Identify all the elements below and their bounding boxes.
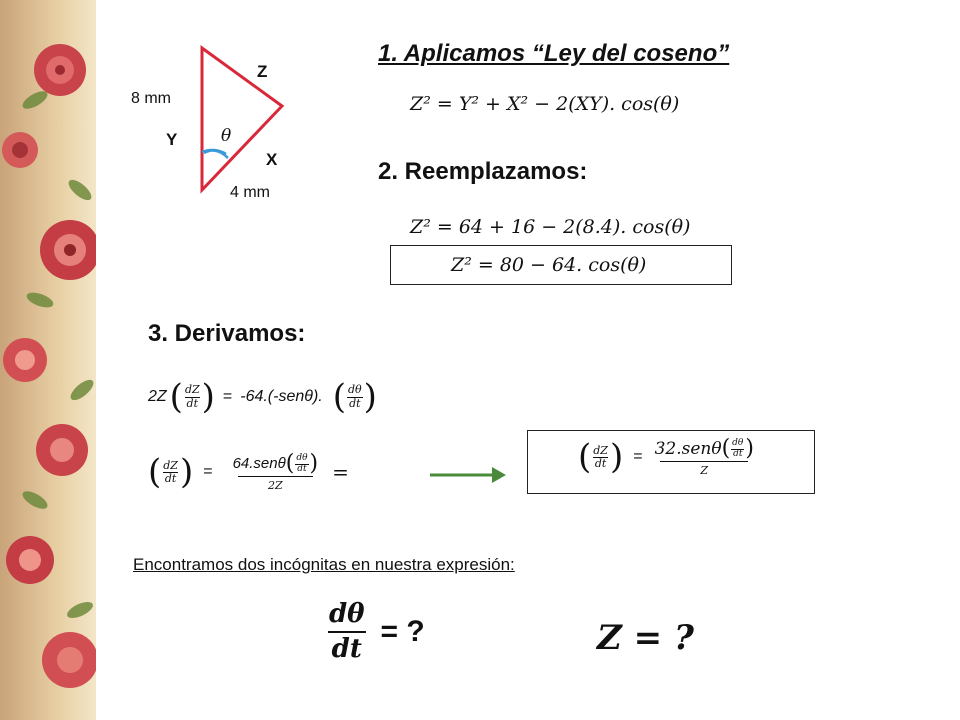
lhs-2z: 2Z [148,388,167,405]
dtheta-dt-fraction: $\frac{d\theta}{dt}$ [347,383,362,410]
equals-sign-math: = [332,460,349,485]
triangle-label-x: X [266,150,278,169]
step3-title: 3. Derivamos: [148,320,306,347]
dtheta-dt-unknown: $\frac{d\theta}{dt}$ = ? [329,599,425,664]
equals-sign: = [222,388,233,405]
equals-sign: = [203,463,213,481]
step1-formula: Z² = Y² + X² − 2(XY). cos(θ) [410,93,680,115]
derivative-equation: 2Z ( $\frac{dZ}{dt}$ ) = -64.(-senθ). ( $\frac{d\theta}{dt}$ ) [148,377,377,417]
triangle-diagram [190,40,300,200]
solved-fraction: 64.senθ ( $\frac{d\theta}{dt}$ ) 2Z [232,451,319,493]
step2-line2: Z² = 80 − 64. cos(θ) [451,254,647,276]
z-unknown: Z = ? [597,618,694,658]
dz-dt-fraction: $\frac{dZ}{dt}$ [163,458,178,485]
triangle-length-y: 8 mm [131,90,171,107]
step1-title: 1. Aplicamos “Ley del coseno” [378,40,730,67]
step2-line1: Z² = 64 + 16 − 2(8.4). cos(θ) [410,216,691,238]
floral-border [0,0,96,720]
dz-dt-fraction: $\frac{dZ}{dt}$ [184,383,200,410]
unknowns-heading: Encontramos dos incógnitas en nuestra expresión: [133,555,515,574]
triangle-label-theta: θ [221,126,232,146]
triangle-label-y: Y [166,130,178,149]
boxed-result: ( $\frac{dZ}{dt}$ ) = 32.senθ ( $\frac{d\theta}{dt}$ ) Z [527,430,815,494]
step2-result-box [390,245,732,285]
arrow-right-icon [428,463,508,487]
triangle-label-z: Z [257,62,268,81]
derivative-solved: ( $\frac{dZ}{dt}$ ) = 64.senθ ( $\frac{d\theta}{dt}$ ) 2Z = [148,451,349,493]
rhs-expression: -64.(-senθ). [240,388,323,405]
step2-title: 2. Reemplazamos: [378,158,588,185]
triangle-length-x: 4 mm [230,184,270,201]
